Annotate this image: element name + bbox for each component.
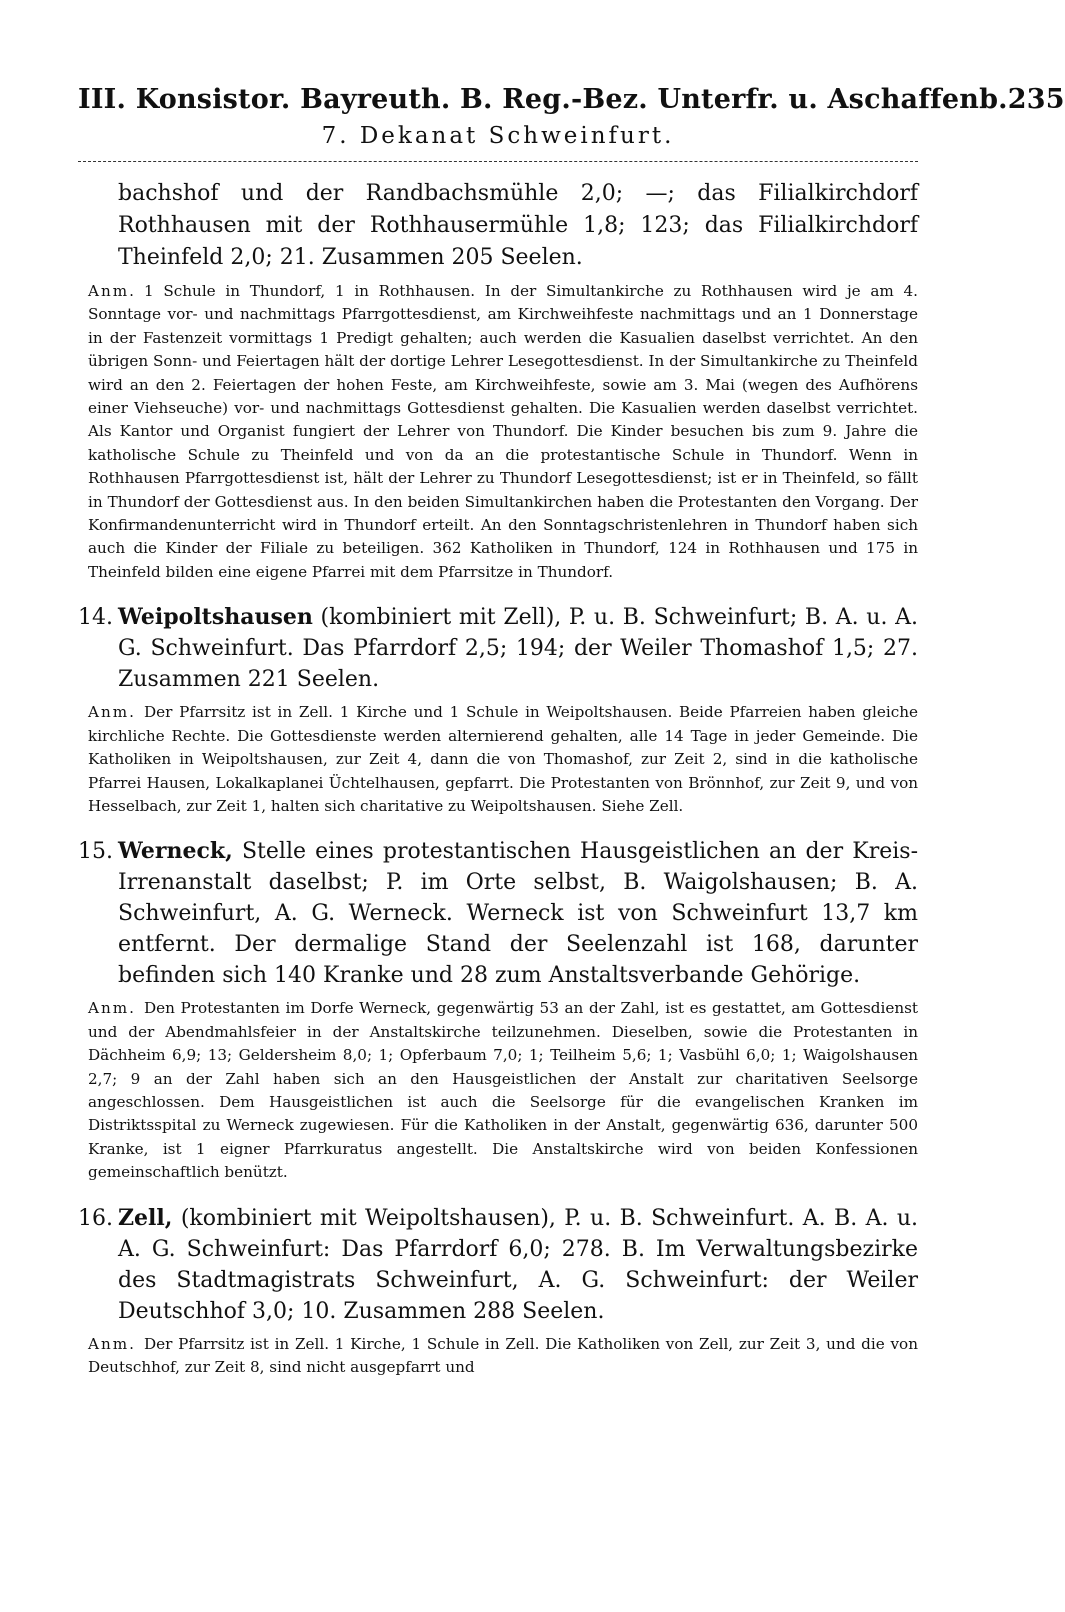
- note-text: 1 Schule in Thundorf, 1 in Rothhausen. In der Simultankirche zu Rothhausen wird je am 4. Sonntage vor- und nachmittags Pfarrgottesdienst, am Kirchweihfeste nachmittags und an 1 Donnerstage in der Fastenzeit vormittags 1 Predigt gehalten; auch werden die Kasualien daselbst verrichtet. An den übrigen Sonn- und Feiertagen hält der dortige Lehrer Lesegottesdienst. In der Simultankirche zu Theinfeld wird an den 2. Feiertagen der hohen Feste, am Kirchweihfeste, sowie am 3. Mai (wegen des Aufhörens einer Viehseuche) vor- und nachmittags Gottesdienst gehalten. Die Kasualien werden daselbst verrichtet. Als Kantor und Organist fungiert der Lehrer von Thundorf. Die Kinder besuchen bis zum 9. Jahre die katholische Schule zu Theinfeld und von da an die protestantische Schule in Thundorf. Wenn in Rothhausen Pfarrgottesdienst ist, hält der Lehrer zu Thundorf Lesegottesdienst; ist er in Theinfeld, so fällt in Thundorf der Gottesdienst aus. In den beiden Simultankirchen haben die Protestanten den Vorgang. Der Konfirmandenunterricht wird in Thundorf erteilt. An den Sonntagschristenlehren in Thundorf haben sich auch die Kinder der Filiale zu beteiligen. 362 Katholiken in Thundorf, 124 in Rothhausen und 175 in Theinfeld bilden eine eigene Pfarrei mit dem Pfarrsitze in Thundorf.: [88, 282, 918, 581]
- entry-number: 15.: [78, 839, 113, 865]
- running-head: [78, 84, 1065, 115]
- document-page: [78, 84, 1065, 1379]
- entry-name: Zell,: [118, 1204, 173, 1231]
- continuation-text: bachshof und der Randbachsmühle 2,0; —; das Filialkirchdorf Rothhausen mit der Rothhausermühle 1,8; 123; das Filialkirchdorf Theinfeld 2,0; 21. Zusammen 205 Seelen.: [118, 181, 918, 270]
- entry-name: Weipoltshausen: [118, 604, 313, 631]
- entry-note: [88, 1333, 918, 1380]
- entry-werneck: [78, 836, 918, 1184]
- header-rule: [78, 161, 918, 162]
- note-text: Den Protestanten im Dorfe Werneck, gegenwärtig 53 an der Zahl, ist es gestattet, am Gottesdienst und der Abendmahlsfeier in der Anstaltskirche teilzunehmen. Dieselben, sowie die Protestanten in Dächheim 6,9; 13; Geldersheim 8,0; 1; Opferbaum 7,0; 1; Teilheim 5,6; 1; Vasbühl 6,0; 1; Waigolshausen 2,7; 9 an der Zahl haben sich an den Hausgeistlichen der Anstalt zur charitativen Seelsorge angeschlossen. Dem Hausgeistlichen ist auch die Seelsorge für die evangelischen Kranken im Distriktsspital zu Werneck zugewiesen. Für die Katholiken in der Anstalt, gegenwärtig 636, darunter 500 Kranke, ist 1 eigner Pfarrkuratus angestellt. Die Anstaltskirche wird von beiden Konfessionen gemeinschaftlich benützt.: [88, 999, 918, 1182]
- entry-heading: [78, 1203, 918, 1327]
- note-text: Der Pfarrsitz ist in Zell. 1 Kirche und 1 Schule in Weipoltshausen. Beide Pfarreien haben gleiche kirchliche Rechte. Die Gottesdienste werden alternierend gehalten, alle 14 Tage in jeder Gemeinde. Die Katholiken in Weipoltshausen, zur Zeit 4, dann die von Thomashof, zur Zeit 2, sind in die katholische Pfarrei Hausen, Lokalkaplanei Üchtelhausen, gepfarrt. Die Protestanten von Brönnhof, zur Zeit 9, und von Hesselbach, zur Zeit 1, halten sich charitative zu Weipoltshausen. Siehe Zell.: [88, 703, 918, 815]
- entry-text: (kombiniert mit Zell), P. u. B. Schweinfurt; B. A. u. A. G. Schweinfurt. Das Pfarrdorf 2,5; 194; der Weiler Thomashof 1,5; 27. Zusammen 221 Seelen.: [118, 605, 918, 693]
- running-head-title: III. Konsistor. Bayreuth. B. Reg.-Bez. Unterfr. u. Aschaffenb.: [78, 84, 1008, 115]
- entry-note: [88, 997, 918, 1184]
- entry-weipoltshausen: [78, 602, 918, 818]
- note-label: Anm.: [88, 1334, 136, 1353]
- page-number: 235: [1007, 84, 1065, 115]
- entry-text: Stelle eines protestantischen Hausgeistlichen an der Kreis-Irrenanstalt daselbst; P. im Orte selbst, B. Waigolshausen; B. A. Schweinfurt, A. G. Werneck. Werneck ist von Schweinfurt 13,7 km entfernt. Der dermalige Stand der Seelenzahl ist 168, darunter befinden sich 140 Kranke und 28 zum Anstaltsverbande Gehörige.: [118, 839, 918, 989]
- note-text: Der Pfarrsitz ist in Zell. 1 Kirche, 1 Schule in Zell. Die Katholiken von Zell, zur Zeit 3, und die von Deutschhof, zur Zeit 8, sind nicht ausgepfarrt und: [88, 1334, 918, 1376]
- entry-number: 16.: [78, 1205, 113, 1231]
- entry-name: Werneck,: [118, 838, 233, 865]
- note-label: Anm.: [88, 282, 136, 300]
- entry-note: [88, 701, 918, 818]
- entry-number: 14.: [78, 605, 113, 631]
- entry-text: (kombiniert mit Weipoltshausen), P. u. B. Schweinfurt. A. B. A. u. A. G. Schweinfurt: Das Pfarrdorf 6,0; 278. B. Im Verwaltungsbezirke des Stadtmagistrats Schweinfurt, A. G. Schweinfurt: der Weiler Deutschhof 3,0; 10. Zusammen 288 Seelen.: [118, 1205, 918, 1324]
- continuation-note: [88, 280, 918, 584]
- section-title: 7. Dekanat Schweinfurt.: [321, 123, 675, 149]
- entry-zell: [78, 1203, 918, 1380]
- entry-heading: [78, 836, 918, 991]
- note-label: Anm.: [88, 703, 136, 722]
- note-label: Anm.: [88, 999, 136, 1018]
- entry-heading: [78, 602, 918, 695]
